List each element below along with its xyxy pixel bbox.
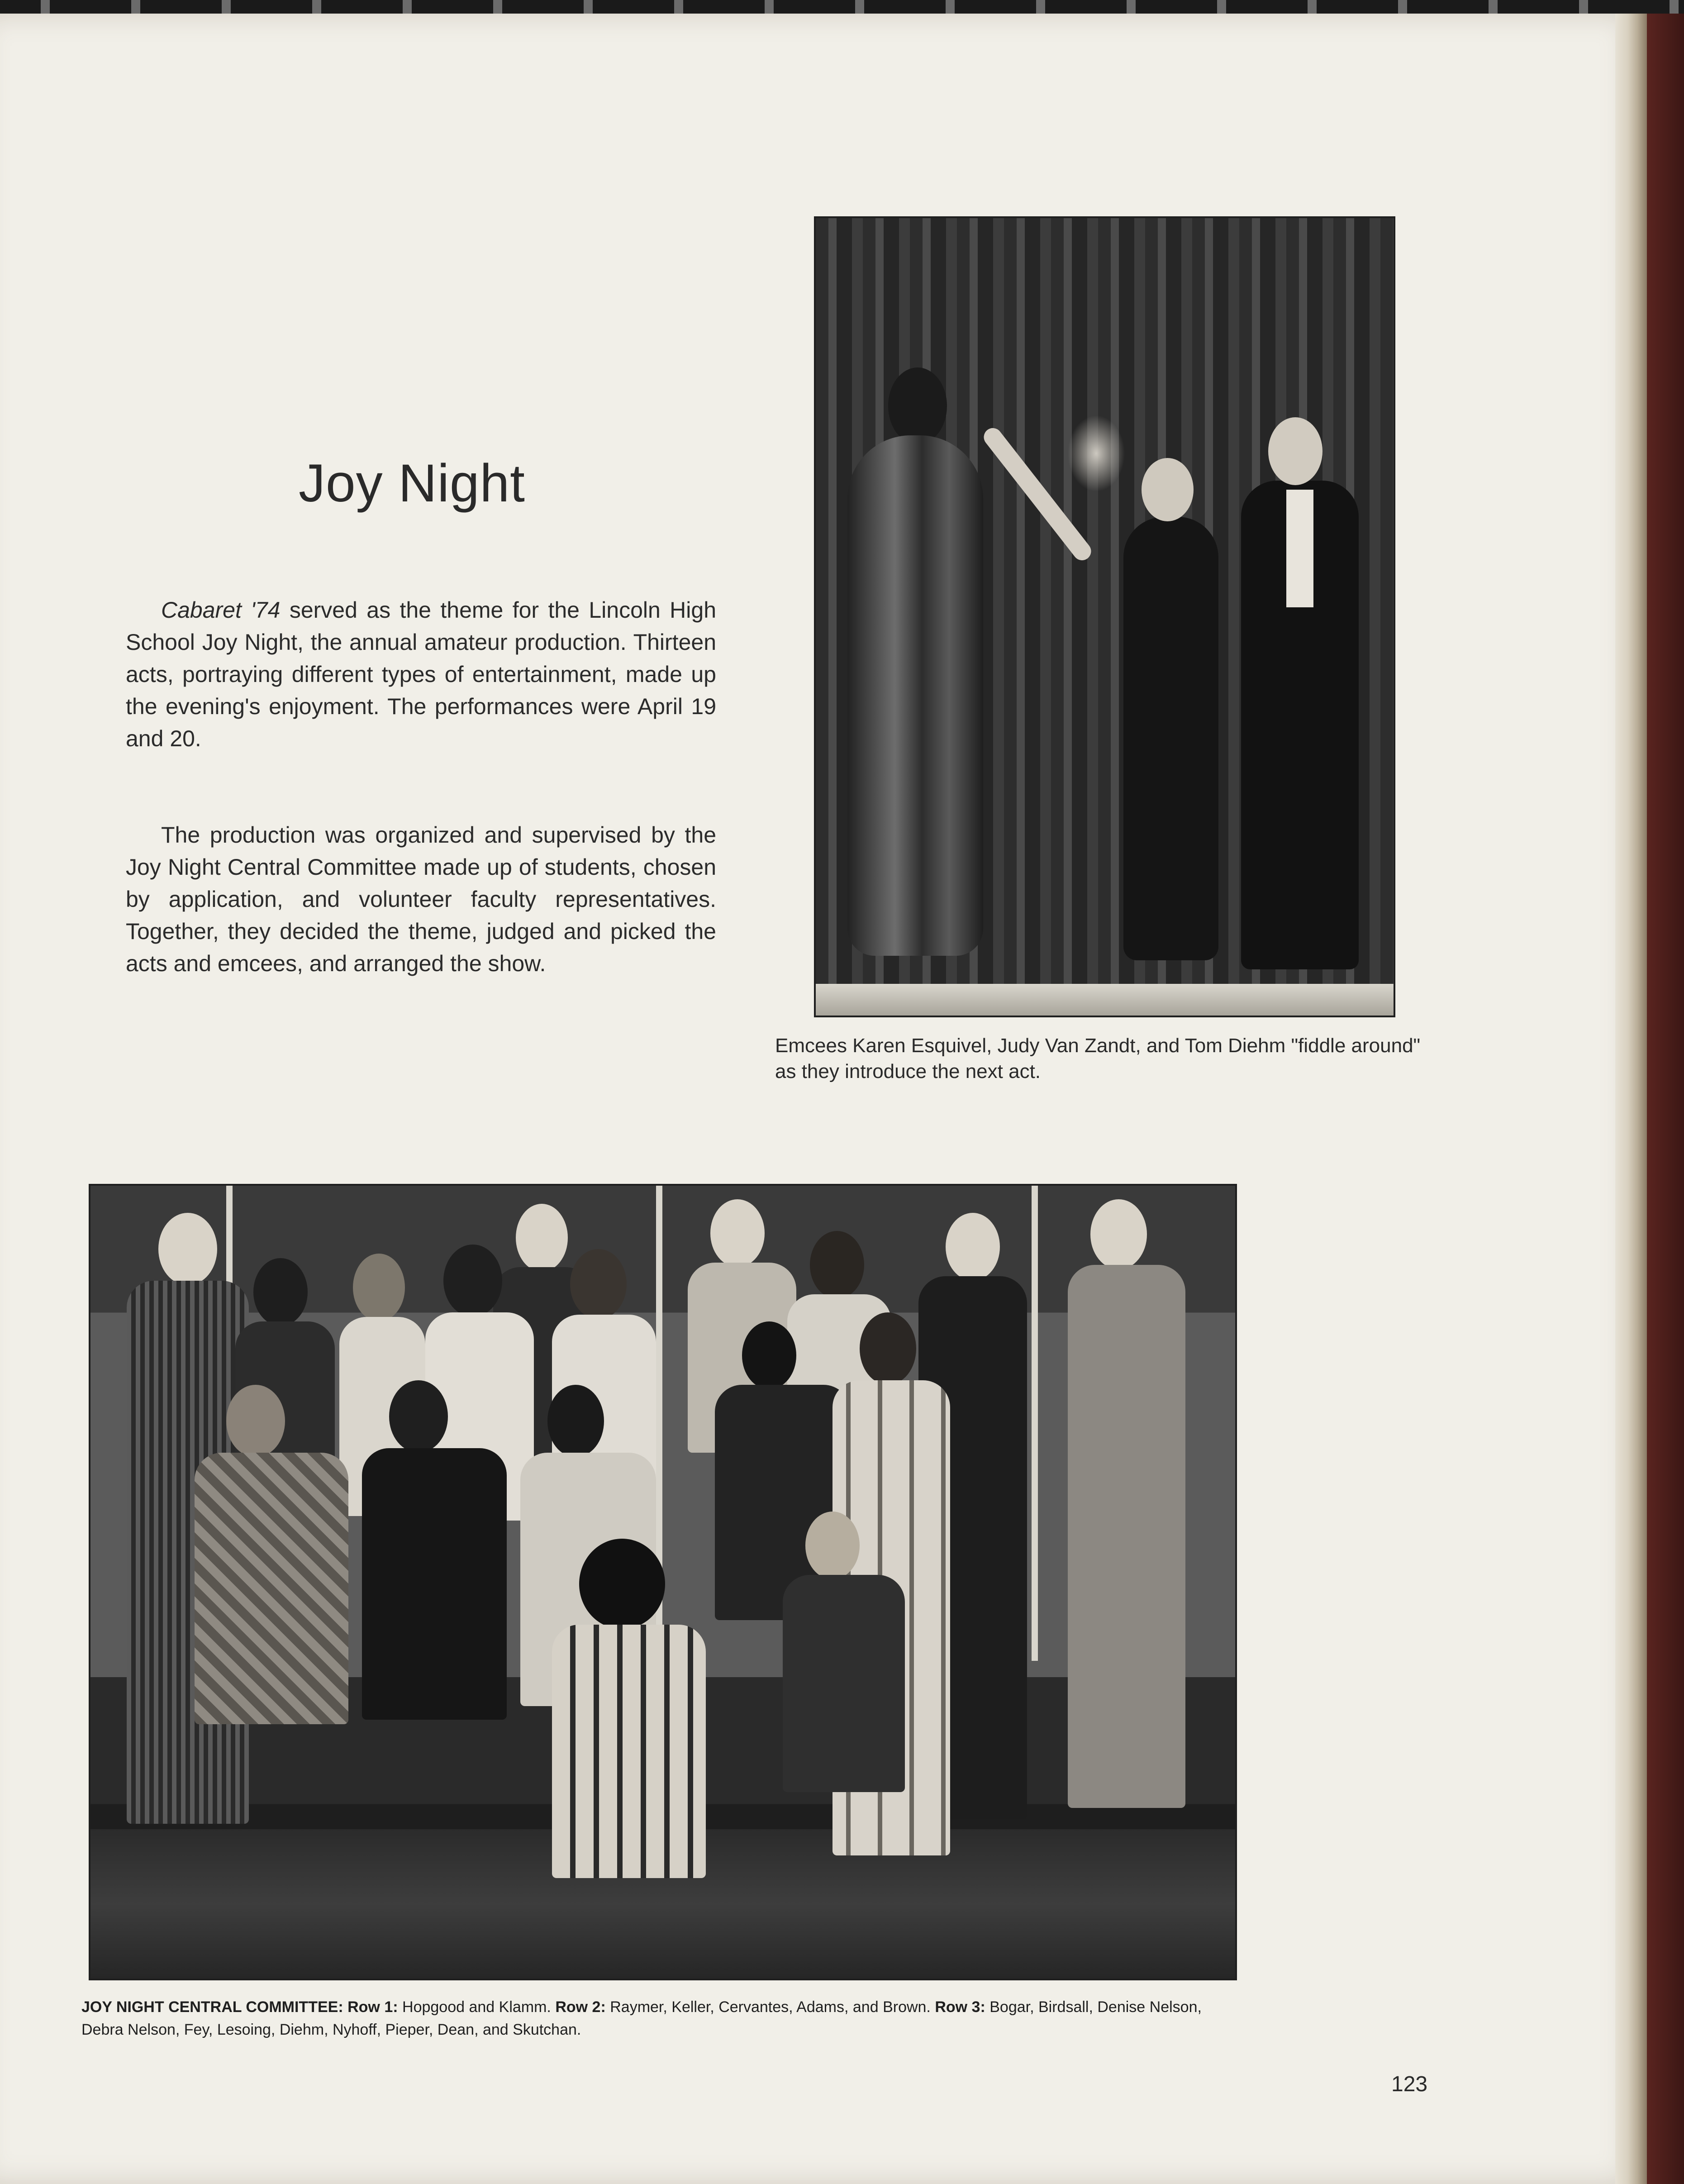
- emcee-figure: [980, 424, 1094, 564]
- row-1-label: Row 1:: [347, 1998, 398, 2016]
- row-2-names: Raymer, Keller, Cervantes, Adams, and Brown.: [605, 1998, 931, 2016]
- wall-trim: [1032, 1186, 1038, 1661]
- emcee-figure: [1123, 517, 1218, 960]
- book-binding: [1647, 14, 1684, 2184]
- emcee-figure: [888, 367, 947, 444]
- committee-paragraph: The production was organized and supervised by the Joy Night Central Committee made up of students, chosen by application, and volunteer faculty representatives. Together, they decided the theme, judged and picked the acts and emcees, and arranged the show.: [126, 822, 716, 976]
- page-title: Joy Night: [299, 453, 525, 513]
- stage-emcees-photo: [816, 218, 1394, 1016]
- page-stack-edge: [1615, 14, 1647, 2184]
- stage-photo-caption: Emcees Karen Esquivel, Judy Van Zandt, and Tom Diehm "fiddle around" as they introduce the next act.: [775, 1035, 1421, 1082]
- committee-group-photo: [90, 1186, 1235, 1979]
- theme-name: Cabaret '74: [161, 597, 281, 623]
- emcee-figure: [847, 435, 983, 956]
- committee-photo-caption: [81, 1996, 1240, 2041]
- row-3-label: Row 3:: [935, 1998, 985, 2016]
- row-2-label: Row 2:: [555, 1998, 606, 2016]
- page-number: 123: [1391, 2072, 1428, 2096]
- row-3-names: Bogar, Birdsall, Denise Nelson, Debra Nelson, Fey, Lesoing, Diehm, Nyhoff, Pieper, Dean, and Skutchan.: [81, 1998, 1202, 2038]
- emcee-figure: [1142, 458, 1194, 521]
- emcee-figure: [1286, 490, 1313, 607]
- intro-paragraph-text: served as the theme for the Lincoln High School Joy Night, the annual amateur production. Thirteen acts, portraying different types of entertainment, made up the evening's enjoyment. The performances were April 19 and 20.: [126, 597, 717, 751]
- emcee-figure: [1268, 417, 1322, 485]
- committee-caption-heading: JOY NIGHT CENTRAL COMMITTEE:: [81, 1998, 343, 2016]
- row-1-names: Hopgood and Klamm.: [398, 1998, 551, 2016]
- intro-paragraph: [126, 594, 716, 755]
- scanner-top-edge: [0, 0, 1684, 14]
- stage-floor: [816, 984, 1394, 1016]
